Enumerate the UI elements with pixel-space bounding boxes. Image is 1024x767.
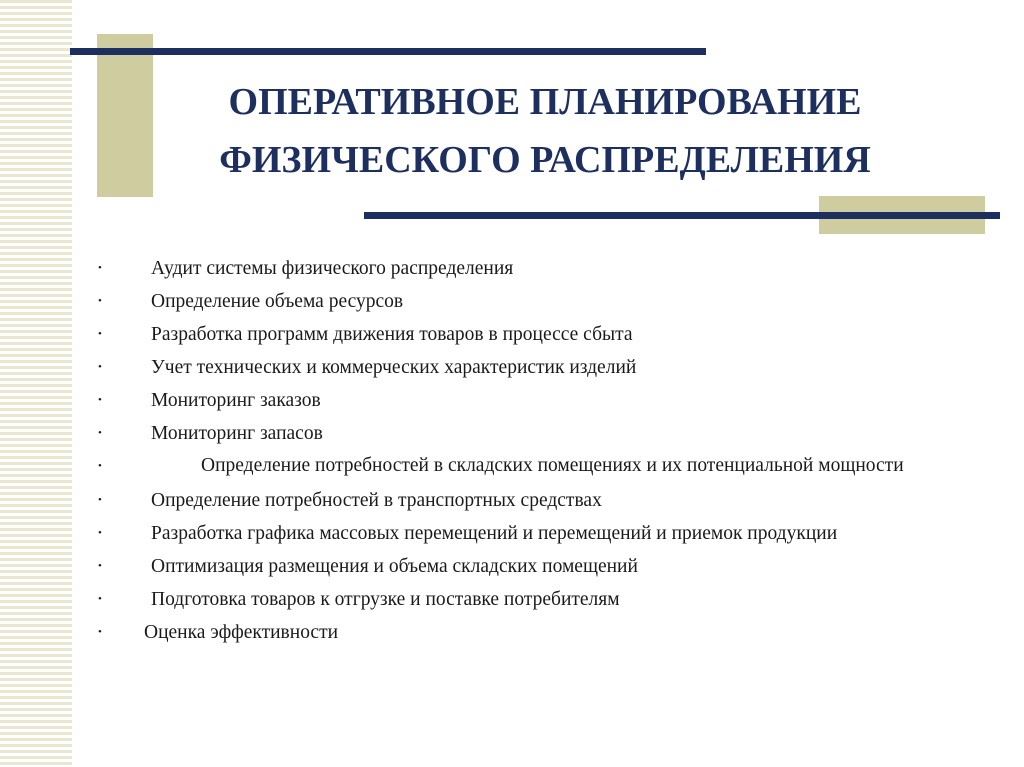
bullet-icon: • xyxy=(98,494,102,506)
bullet-icon: • xyxy=(98,460,102,472)
list-item-text: Подготовка товаров к отгрузке и поставке потребителям xyxy=(151,589,620,610)
bullet-icon: • xyxy=(98,560,102,572)
list-item-text: Мониторинг заказов xyxy=(151,390,321,411)
list-item xyxy=(96,550,976,583)
bullet-icon: • xyxy=(98,593,102,605)
list-item xyxy=(96,450,976,484)
list-item-text: Учет технических и коммерческих характеристик изделий xyxy=(151,357,637,378)
title-rule-top xyxy=(70,48,706,55)
bullet-list xyxy=(96,252,976,649)
list-item xyxy=(96,318,976,351)
bullet-icon: • xyxy=(98,394,102,406)
bullet-icon: • xyxy=(98,427,102,439)
list-item xyxy=(96,616,976,649)
bullet-icon: • xyxy=(98,262,102,274)
list-item-text: Разработка графика массовых перемещений и перемещений и приемок продукции xyxy=(151,523,838,544)
bullet-icon: • xyxy=(98,527,102,539)
list-item xyxy=(96,517,976,550)
list-item-text: Разработка программ движения товаров в процессе сбыта xyxy=(151,324,633,345)
list-item xyxy=(96,417,976,450)
decorative-stripes xyxy=(0,0,72,767)
list-item-text: Оценка эффективности xyxy=(144,622,339,643)
list-item-text: Определение потребностей в транспортных средствах xyxy=(151,490,602,511)
bullet-icon: • xyxy=(98,295,102,307)
list-item-text: Определение потребностей в складских помещениях и их потенциальной мощности xyxy=(201,455,904,476)
title-rule-bottom xyxy=(364,212,1000,219)
slide-title xyxy=(120,73,970,189)
list-item xyxy=(96,484,976,517)
list-item-text: Мониторинг запасов xyxy=(151,423,323,444)
list-item-text: Аудит системы физического распределения xyxy=(151,258,514,279)
list-item xyxy=(96,285,976,318)
list-item-text: Определение объема ресурсов xyxy=(151,291,404,312)
list-item xyxy=(96,252,976,285)
list-item-text: Оптимизация размещения и объема складских помещений xyxy=(151,556,638,577)
bullet-icon: • xyxy=(98,361,102,373)
bullet-icon: • xyxy=(98,328,102,340)
list-item xyxy=(96,384,976,417)
title-line-2: ФИЗИЧЕСКОГО РАСПРЕДЕЛЕНИЯ xyxy=(219,139,871,181)
bullet-icon: • xyxy=(98,626,102,638)
list-item xyxy=(96,351,976,384)
list-item xyxy=(96,583,976,616)
title-line-1: ОПЕРАТИВНОЕ ПЛАНИРОВАНИЕ xyxy=(228,81,862,123)
